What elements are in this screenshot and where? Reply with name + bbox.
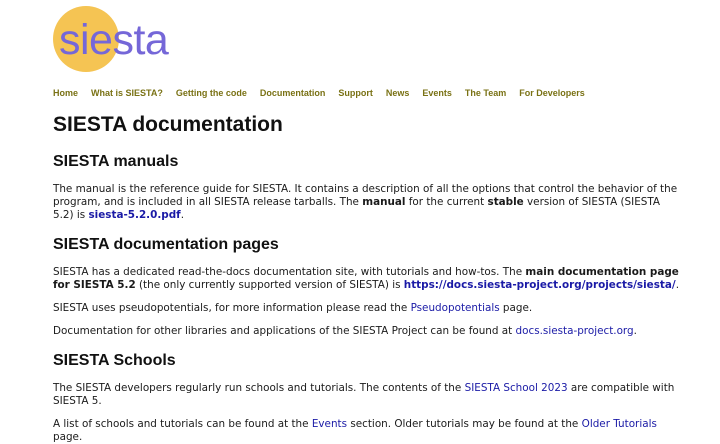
manuals-paragraph	[53, 183, 680, 222]
manuals-heading: SIESTA manuals	[53, 153, 179, 170]
events-link[interactable]: Events	[311, 418, 348, 430]
doc-pages-p2-text-1: SIESTA uses pseudopotentials, for more information please read the	[53, 302, 411, 314]
nav-support[interactable]: Support	[338, 88, 373, 98]
schools-p2-text-3: page.	[53, 431, 83, 443]
manuals-text-1: The manual is the reference guide for SIESTA. It contains a description of all the options that control the behavior of the program, and is included in all SIESTA release tarballs. The	[53, 183, 678, 208]
doc-pages-p1-text-1: SIESTA has a dedicated read-the-docs documentation site, with tutorials and how-tos. The	[53, 266, 526, 278]
pseudopotentials-link[interactable]: Pseudopotentials	[410, 302, 500, 314]
manuals-text-3: version of SIESTA (SIESTA 5.2) is	[53, 196, 661, 221]
nav-documentation[interactable]: Documentation	[259, 88, 326, 98]
nav-the-team[interactable]: The Team	[464, 88, 507, 98]
older-tutorials-link[interactable]: Older Tutorials	[581, 418, 657, 430]
nav-news[interactable]: News	[385, 88, 410, 98]
doc-pages-p3-text-2: .	[633, 325, 637, 337]
docs-siesta-link[interactable]: https://docs.siesta-project.org/projects/siesta/	[403, 279, 676, 291]
page	[0, 6, 720, 443]
siesta-school-2023-link[interactable]: SIESTA School 2023	[464, 382, 568, 394]
logo-text: siesta	[59, 16, 169, 64]
doc-pages-p2-text-2: page.	[499, 302, 533, 314]
schools-p2-text-2: section. Older tutorials may be found at the	[347, 418, 582, 430]
schools-p2-text-1: A list of schools and tutorials can be found at the	[53, 418, 312, 430]
doc-pages-paragraph-1	[53, 266, 680, 292]
nav-events[interactable]: Events	[422, 88, 452, 98]
main-doc-page-bold: main documentation page for SIESTA 5.2	[53, 266, 679, 291]
doc-pages-p3-text-1: Documentation for other libraries and applications of the SIESTA Project can be found at	[53, 325, 516, 337]
nav-for-developers[interactable]: For Developers	[519, 88, 585, 98]
manual-pdf-link[interactable]: siesta-5.2.0.pdf	[88, 209, 181, 221]
schools-paragraph-1	[53, 382, 680, 408]
manuals-text-2: for the current	[405, 196, 488, 208]
schools-paragraph-2	[53, 418, 680, 444]
schools-heading: SIESTA Schools	[53, 352, 176, 369]
doc-pages-p1-text-3: .	[675, 279, 679, 291]
stable-bold: stable	[487, 196, 524, 208]
nav-home[interactable]: Home	[53, 88, 79, 98]
siesta-logo[interactable]	[53, 6, 193, 76]
page-title: SIESTA documentation	[53, 113, 283, 136]
manual-bold: manual	[362, 196, 406, 208]
manuals-text-4: .	[180, 209, 185, 221]
nav-what-is-siesta[interactable]: What is SIESTA?	[91, 88, 163, 98]
main-nav	[53, 86, 680, 100]
doc-pages-heading: SIESTA documentation pages	[53, 236, 279, 253]
doc-pages-p1-text-2: (the only currently supported version of SIESTA) is	[135, 279, 404, 291]
schools-p1-text-2: are compatible with SIESTA 5.	[53, 382, 675, 407]
doc-pages-paragraph-3	[53, 325, 680, 338]
docs-project-link[interactable]: docs.siesta-project.org	[515, 325, 634, 337]
doc-pages-paragraph-2	[53, 302, 680, 315]
nav-getting-the-code[interactable]: Getting the code	[175, 88, 247, 98]
schools-p1-text-1: The SIESTA developers regularly run schools and tutorials. The contents of the	[53, 382, 465, 394]
